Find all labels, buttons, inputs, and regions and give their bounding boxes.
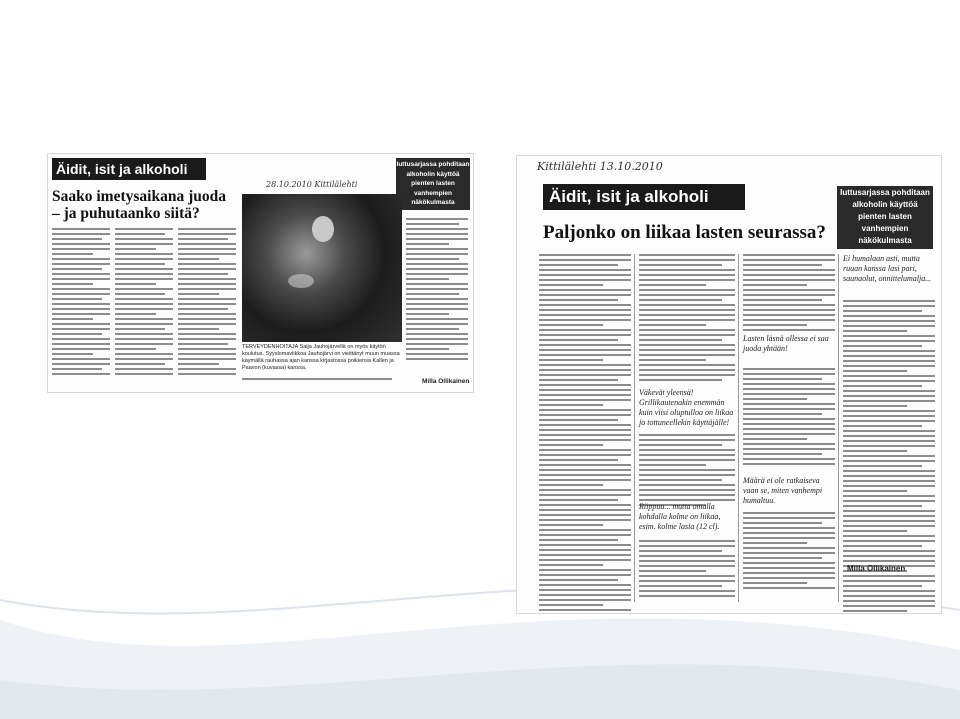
body-column [178, 228, 236, 378]
body-column [52, 228, 110, 378]
column-rule [634, 254, 635, 602]
body-column [743, 512, 835, 592]
series-line: pienten lasten [411, 180, 455, 187]
handwritten-date: 28.10.2010 Kittilälehti [266, 180, 358, 189]
body-column [743, 368, 835, 468]
byline: Milla Ollikainen [422, 378, 470, 385]
reader-quote: Lasten läsnä ollessa ei saa juoda yhtään! [743, 334, 829, 353]
column-rule [738, 254, 739, 602]
headline-line1: Saako imetysaikana juoda [52, 188, 226, 205]
body-column [639, 540, 735, 600]
newspaper-clipping-right [517, 156, 941, 613]
series-line: alkoholin käyttöä [406, 170, 460, 178]
newspaper-clipping-left [48, 154, 473, 392]
series-line: alkoholin käyttöä [852, 200, 918, 209]
body-column [115, 228, 173, 378]
body-column [539, 254, 631, 613]
section-banner: Äidit, isit ja alkoholi [543, 184, 745, 210]
column-rule [838, 254, 839, 602]
series-line: Iuttusarjassa pohditaan [396, 161, 470, 168]
series-line: vanhempien [861, 224, 909, 233]
reader-quote: Väkevät yleensä! Grillikautenakin enemmän kuin viisi oluptulloa on liikaa jo tottuneellekin käyttäjälle! [639, 388, 734, 427]
handwritten-date: Kittilälehti 13.10.2010 [537, 160, 663, 173]
headline-line2: – ja puhutaanko siitä? [52, 205, 200, 222]
article-photo [242, 194, 402, 342]
reader-quote: Määrä ei ole ratkaiseva vaan se, miten vanhempi humaltuu. [743, 476, 823, 505]
section-banner: Äidit, isit ja alkoholi [52, 158, 206, 180]
series-line: näkökulmasta [858, 236, 912, 245]
body-column [639, 254, 735, 384]
headline [52, 188, 262, 222]
series-line: Iuttusarjassa pohditaan [840, 188, 930, 197]
series-info-box [396, 158, 470, 210]
byline: Milla Ollikainen [847, 564, 906, 573]
headline: Paljonko on liikaa lasten seurassa? [543, 222, 826, 243]
series-line: näkökulmasta [411, 199, 455, 206]
series-line: pienten lasten [858, 212, 912, 221]
series-line: vanhempien [414, 189, 452, 197]
reader-quote: Ei humalaan asti, mutta ruuan kanssa lasi pari, saunaolut, onnittelumalja... [843, 254, 932, 283]
photo-caption: TERVEYDENHOITAJA Saija Jauhojärvellä on myös käytön koulutus. Syyslomaviikkoa Jauhojärvi on vieittänyt muun muassa käymällä rauhassa ajan kanssa kirjastossa poikiensa Kallen ja Paavon (kuvassa) kanssa. [242, 344, 400, 371]
body-column [639, 434, 735, 509]
body-column [406, 218, 468, 363]
reader-quote: Riippuu... mutta omalla kohdalla kolme on liikaa, esim. kolme lasia (12 cl). [639, 502, 721, 531]
body-column [743, 254, 835, 334]
series-info-box [837, 186, 933, 249]
